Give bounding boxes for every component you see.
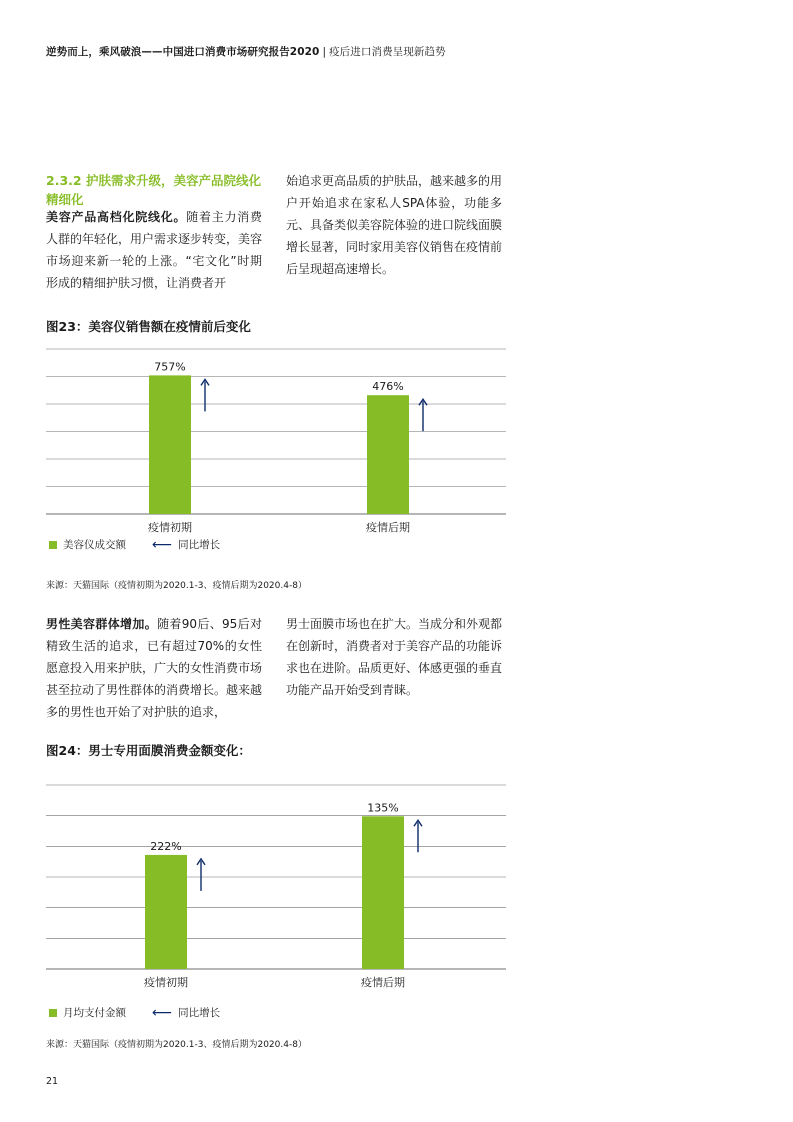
figure23-legend (49, 537, 220, 552)
legend-bar-label: 美容仪成交额 (63, 539, 126, 551)
data-label-1: 757% (154, 360, 186, 374)
bar-2 (362, 816, 404, 969)
page-number: 21 (46, 1076, 59, 1087)
bar-1 (145, 855, 187, 969)
figure24-svg (46, 775, 506, 995)
header-separator: | (322, 46, 327, 58)
data-label-2: 135% (367, 801, 399, 815)
legend-swatch (49, 1009, 57, 1017)
figure23-svg (46, 340, 506, 540)
x-tick-label-1: 疫情初期 (144, 976, 188, 989)
figure24-source: 来源：天猫国际（疫情初期为2020.1-3、疫情后期为2020.4-8） (46, 1040, 307, 1050)
section-paragraph-left (46, 206, 262, 294)
figure24-legend (49, 1005, 220, 1020)
data-label-2: 476% (372, 380, 404, 394)
section-paragraph-right: 始追求更高品质的护肤品，越来越多的用户开始追求在家私人SPA体验，功能多元、具备类似美容院体验的进口院线面膜增长显著，同时家用美容仪销售在疫情前后呈现超高速增长。 (286, 174, 503, 276)
bar-2 (367, 395, 409, 514)
legend-swatch (49, 541, 57, 549)
paragraph2-lead: 男性美容群体增加。 (46, 617, 158, 631)
paragraph2-text: 随着90后、95后对精致生活的追求，已有超过70%的女性愿意投入用来护肤，广大的女性消费市场甚至拉动了男性群体的消费增长。越来越多的男性也开始了对护肤的追求， (46, 617, 263, 719)
x-tick-label-2: 疫情后期 (361, 976, 405, 989)
figure23-title: 图23：美容仪销售额在疫情前后变化 (46, 319, 251, 334)
legend-bar-label: 月均支付金额 (63, 1007, 126, 1019)
figure23-source: 来源：天猫国际（疫情初期为2020.1-3、疫情后期为2020.4-8） (46, 581, 307, 591)
figure24-chart (46, 775, 506, 995)
figure23-chart (46, 340, 506, 540)
legend-arrow-label: 同比增长 (178, 1007, 221, 1019)
report-subtitle: 疫后进口消费呈现新趋势 (329, 46, 446, 58)
paragraph2-left (46, 613, 262, 723)
legend-arrow-label: 同比增长 (178, 539, 221, 551)
x-tick-label-1: 疫情初期 (148, 521, 192, 534)
arrow-left-icon: ⟵ (152, 536, 173, 553)
arrow-left-icon: ⟵ (152, 1004, 173, 1021)
bar-1 (149, 375, 191, 514)
figure24-title: 图24：男士专用面膜消费金额变化： (46, 743, 251, 758)
paragraph-lead: 美容产品高档化院线化。 (46, 210, 187, 224)
data-label-1: 222% (150, 839, 182, 853)
report-header (46, 44, 446, 59)
report-title: 逆势而上，乘风破浪——中国进口消费市场研究报告2020 (46, 46, 320, 58)
paragraph2-right: 男士面膜市场也在扩大。当成分和外观都在创新时，消费者对于美容产品的功能诉求也在进阶。品质更好、体感更强的垂直功能产品开始受到青睐。 (286, 617, 503, 697)
x-tick-label-2: 疫情后期 (366, 521, 410, 534)
paragraph-text: 随着主力消费人群的年轻化，用户需求逐步转变，美容市场迎来新一轮的上涨。“宅文化”时期形成的精细护肤习惯，让消费者开 (46, 210, 263, 290)
section-title: 2.3.2 护肤需求升级，美容产品院线化精细化 (46, 173, 261, 207)
